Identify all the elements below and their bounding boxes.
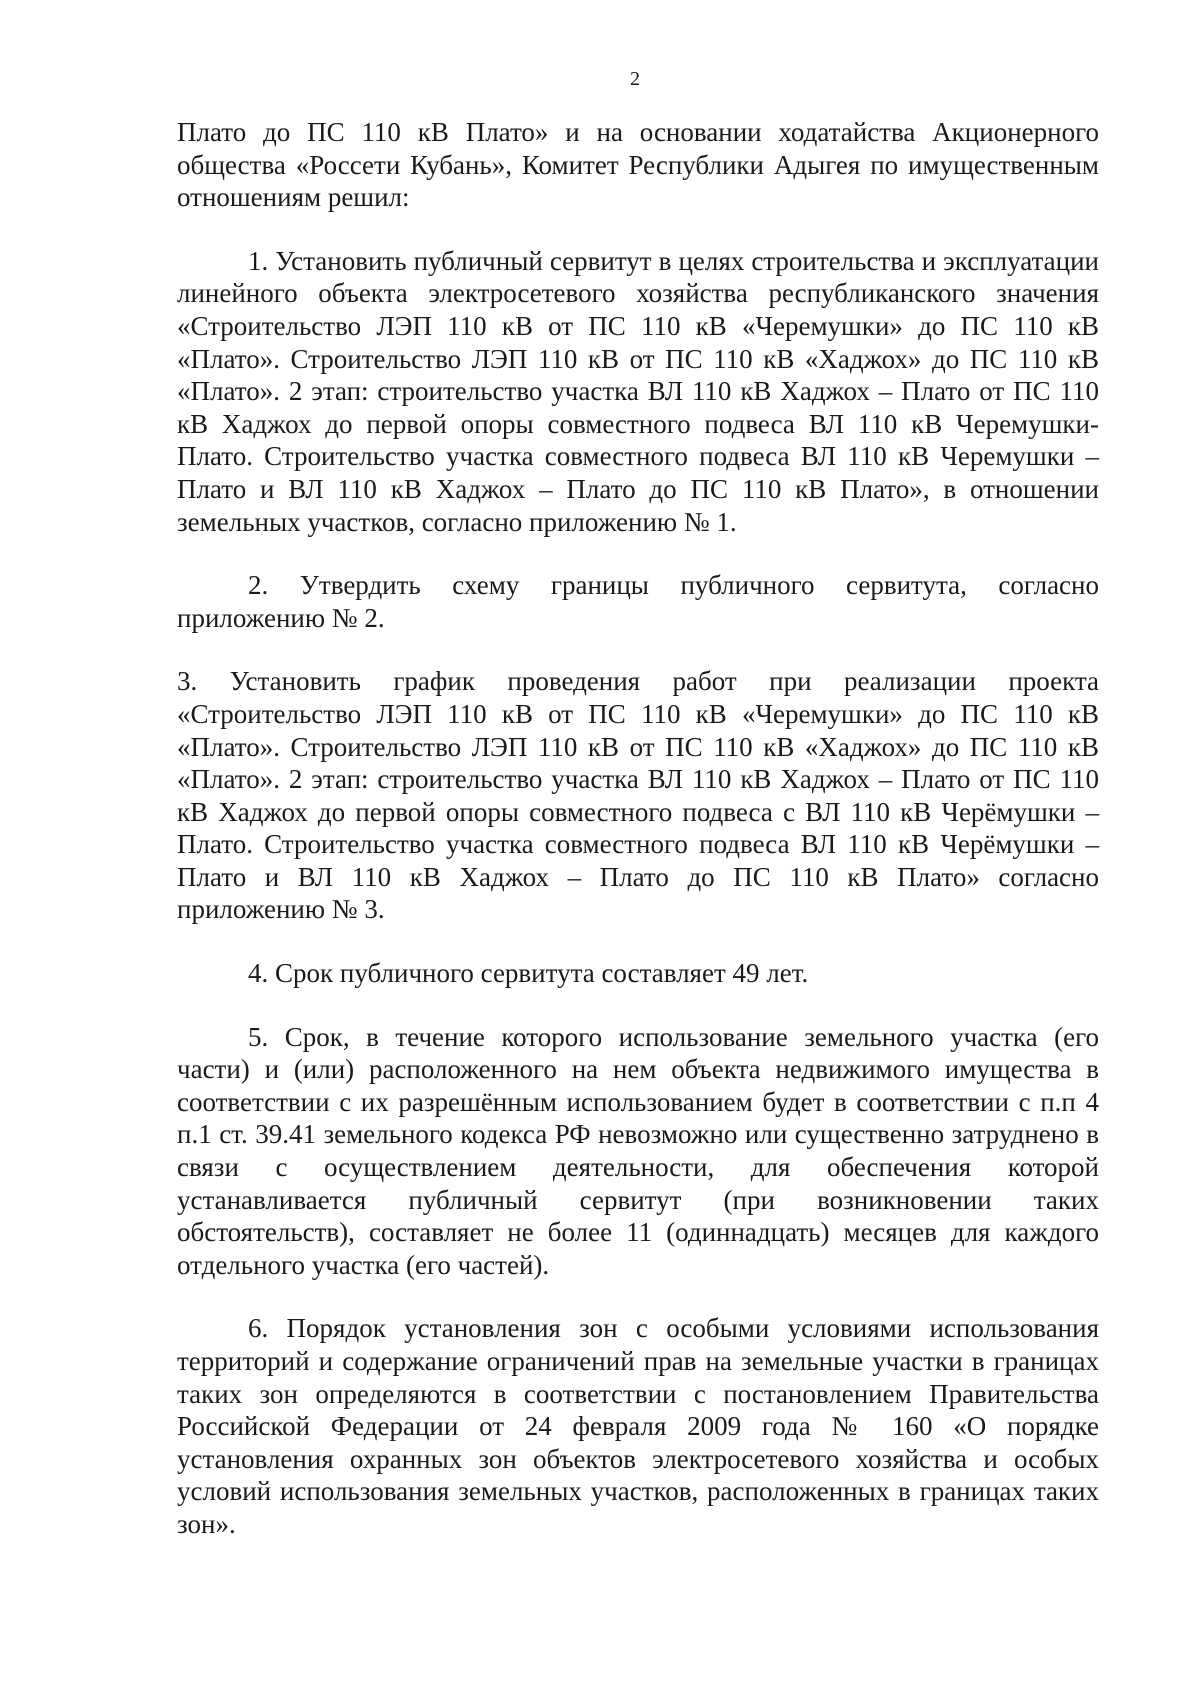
paragraph-item-1: 1. Установить публичный сервитут в целях строительства и эксплуатации линейного объекта электросетевого хозяйства республиканского значения «Строительство ЛЭП 110 кВ от ПС 110 кВ «Черемушки» до ПС 110 кВ «Плато». Строительство ЛЭП 110 кВ от ПС 110 кВ «Хаджох» до ПС 110 кВ «Плато». 2 этап: строительство участка ВЛ 110 кВ Хаджох – Плато от ПС 110 кВ Хаджох до первой опоры совместного подвеса ВЛ 110 кВ Черемушки-Плато. Строительство участка совместного подвеса ВЛ 110 кВ Черемушки – Плато и ВЛ 110 кВ Хаджох – Плато до ПС 110 кВ Плато», в отношении земельных участков, согласно приложению № 1. xyxy=(177,245,1099,537)
paragraph-item-6: 6. Порядок установления зон с особыми условиями использования территорий и содержание ограничений прав на земельные участки в границах таких зон определяются в соответствии с постановлением Правительства Российской Федерации от 24 февраля 2009 года № 160 «О порядке установления охранных зон объектов электросетевого хозяйства и особых условий использования земельных участков, расположенных в границах таких зон». xyxy=(177,1313,1099,1539)
paragraph-item-2: 2. Утвердить схему границы публичного сервитута, согласно приложению № 2. xyxy=(177,570,1099,633)
document-body xyxy=(177,116,1099,1572)
paragraph-item-5: 5. Срок, в течение которого использование земельного участка (его части) и (или) расположенного на нем объекта недвижимого имущества в соответствии с их разрешённым использованием будет в соответствии с п.п 4 п.1 ст. 39.41 земельного кодекса РФ невозможно или существенно затруднено в связи с осуществлением деятельности, для обеспечения которой устанавливается публичный сервитут (при возникновении таких обстоятельств), составляет не более 11 (одиннадцать) месяцев для каждого отдельного участка (его частей). xyxy=(177,1021,1099,1280)
paragraph-item-4: 4. Срок публичного сервитута составляет 49 лет. xyxy=(248,958,809,989)
page-number: 2 xyxy=(630,68,640,90)
paragraph-intro: Плато до ПС 110 кВ Плато» и на основании ходатайства Акционерного общества «Россети Кубань», Комитет Республики Адыгея по имущественным отношениям решил: xyxy=(177,117,1099,213)
paragraph-item-3: 3. Установить график проведения работ при реализации проекта «Строительство ЛЭП 110 кВ от ПС 110 кВ «Черемушки» до ПС 110 кВ «Плато». Строительство ЛЭП 110 кВ от ПС 110 кВ «Хаджох» до ПС 110 кВ «Плато». 2 этап: строительство участка ВЛ 110 кВ Хаджох – Плато от ПС 110 кВ Хаджох до первой опоры совместного подвеса с ВЛ 110 кВ Черёмушки – Плато. Строительство участка совместного подвеса ВЛ 110 кВ Черёмушки – Плато и ВЛ 110 кВ Хаджох – Плато до ПС 110 кВ Плато» согласно приложению № 3. xyxy=(177,666,1099,925)
